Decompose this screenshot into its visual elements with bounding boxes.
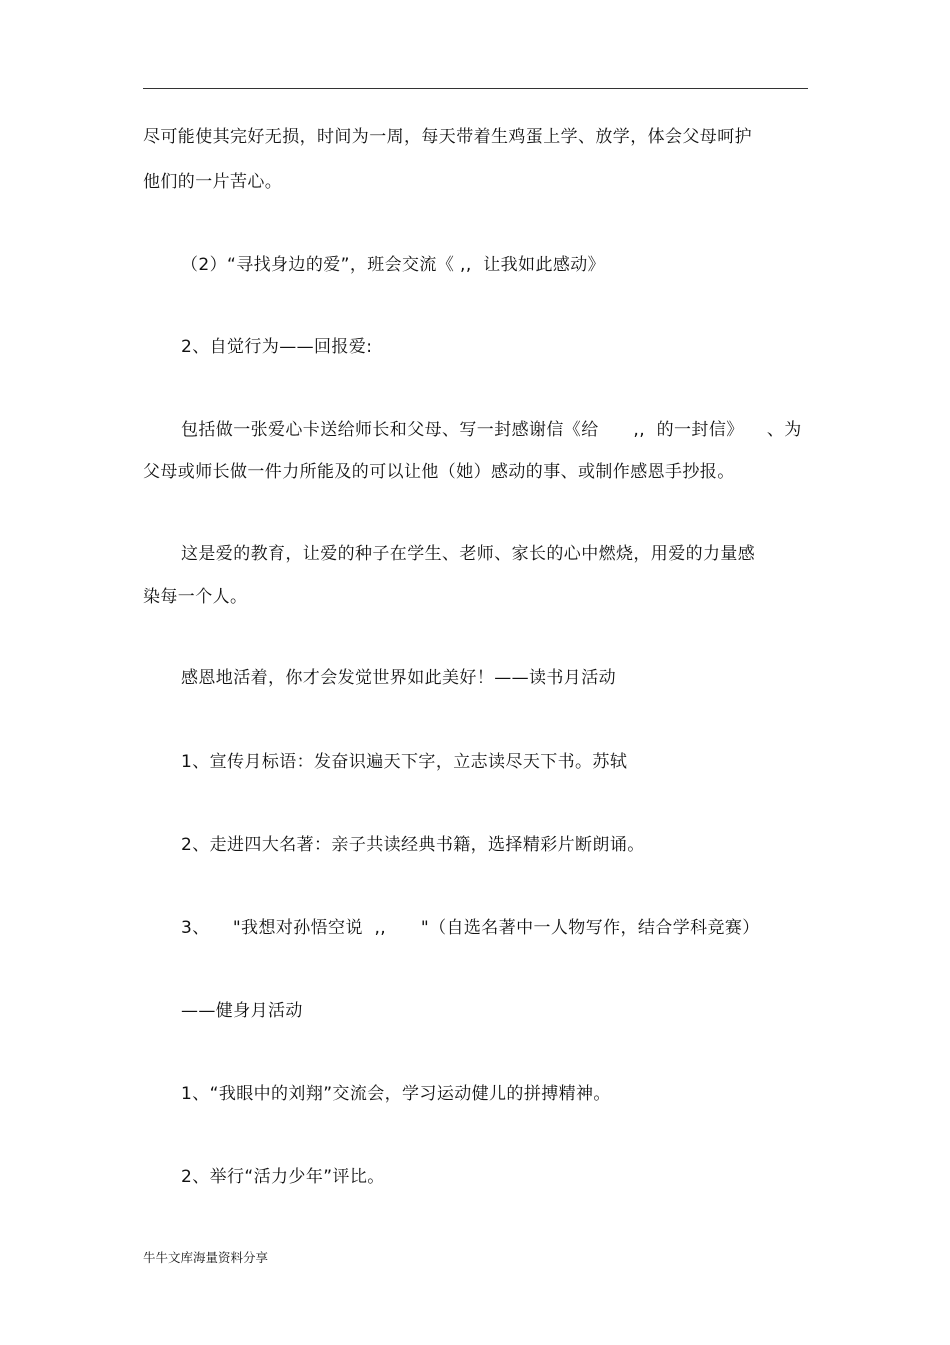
body-line: 感恩地活着，你才会发觉世界如此美好！——读书月活动	[181, 668, 616, 688]
body-line: 他们的一片苦心。	[143, 172, 283, 192]
body-line: （2）“寻找身边的爱”，班会交流《 ,, 让我如此感动》	[181, 255, 606, 275]
body-line: 这是爱的教育，让爱的种子在学生、老师、家长的心中燃烧，用爱的力量感	[181, 544, 756, 564]
body-line: 染每一个人。	[143, 587, 248, 607]
body-line: 2、自觉行为——回报爱:	[181, 337, 373, 357]
body-line: 3、 "我想对孙悟空说 ,, "（自选名著中一人物写作，结合学科竞赛）	[181, 918, 760, 938]
body-line: 尽可能使其完好无损，时间为一周，每天带着生鸡蛋上学、放学，体会父母呵护	[143, 127, 752, 147]
page-footer: 牛牛文库海量资料分享	[143, 1250, 269, 1265]
body-line: 1、宣传月标语：发奋识遍天下字，立志读尽天下书。苏轼	[181, 752, 628, 772]
header-rule	[143, 88, 808, 89]
body-line: 1、“我眼中的刘翔”交流会，学习运动健儿的拼搏精神。	[181, 1084, 611, 1104]
body-line: 2、走进四大名著：亲子共读经典书籍，选择精彩片断朗诵。	[181, 835, 645, 855]
body-line: 包括做一张爱心卡送给师长和父母、写一封感谢信《给 ,, 的一封信》 、为	[181, 420, 802, 440]
body-line: 2、举行“活力少年”评比。	[181, 1167, 385, 1187]
body-line: ——健身月活动	[181, 1001, 303, 1021]
body-line: 父母或师长做一件力所能及的可以让他（她）感动的事、或制作感恩手抄报。	[143, 462, 735, 482]
